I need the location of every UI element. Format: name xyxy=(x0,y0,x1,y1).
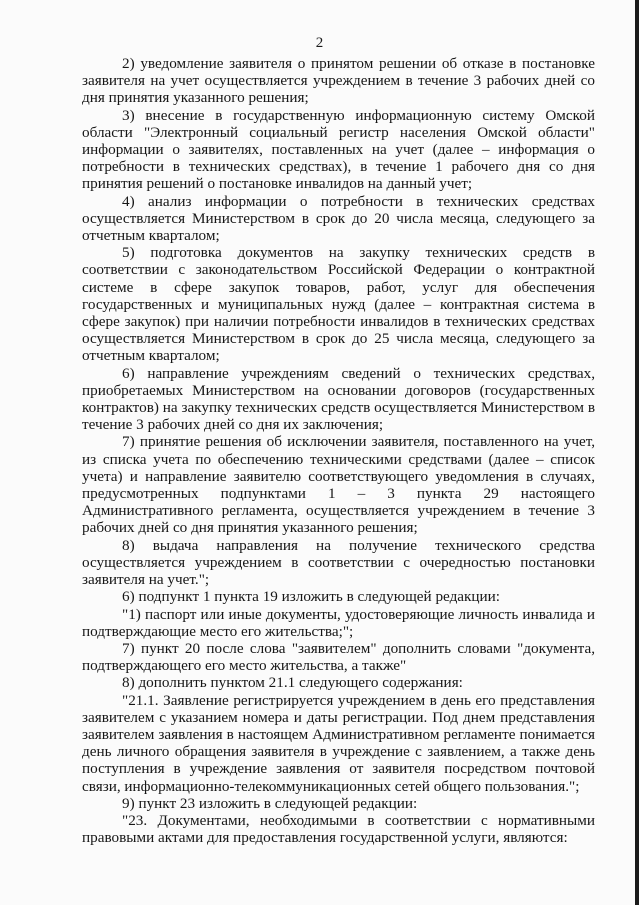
quoted-clause-21-1: "21.1. Заявление регистрируется учреждением в день его представления заявителем с указанием номера и даты регистрации. Под днем представления заявителем заявления в настоящем Административном регламенте понимается день личного обращения заявителя в учреждение с заявлением, а также день поступления в учреждение заявления от заявителя посредством почтовой связи, информационно-телекоммуникационных сетей общего пользования."; xyxy=(82,691,595,795)
page-number: 2 xyxy=(315,35,324,51)
paragraph-item-5: 5) подготовка документов на закупку технических средств в соответствии с законодательством Российской Федерации о контрактной системе в сфере закупок товаров, работ, услуг для обеспечения государственных и муниципальных нужд (далее – контрактная система в сфере закупок) при наличии потребности инвалидов в технических средствах осуществляется Министерством в срок до 25 числа месяца, следующего за отчетным кварталом; xyxy=(82,244,595,365)
document-body xyxy=(82,55,595,846)
paragraph-item-7: 7) принятие решения об исключении заявителя, поставленного на учет, из списка учета по обеспечению техническими средствами (далее – список учета) и направление заявителю соответствующего уведомления в случаях, предусмотренных подпунктами 1 – 3 пункта 29 настоящего Административного регламента, осуществляется учреждением в течение 3 рабочих дней со дня принятия указанного решения; xyxy=(82,433,595,537)
paragraph-item-4: 4) анализ информации о потребности в технических средствах осуществляется Министерством в срок до 20 числа месяца, следующего за отчетным кварталом; xyxy=(82,192,595,245)
paragraph-item-8: 8) выдача направления на получение технического средства осуществляется учреждением в соответствии с очередностью постановки заявителя на учет."; xyxy=(82,536,595,589)
amendment-8: 8) дополнить пунктом 21.1 следующего содержания: xyxy=(122,674,463,692)
quoted-clause-23: "23. Документами, необходимыми в соответствии с нормативными правовыми актами для предоставления государственной услуги, являются: xyxy=(82,811,595,847)
quoted-subitem-1: "1) паспорт или иные документы, удостоверяющие личность инвалида и подтверждающие место его жительства;"; xyxy=(82,605,595,640)
amendment-9: 9) пункт 23 изложить в следующей редакции: xyxy=(122,794,418,812)
paragraph-item-3: 3) внесение в государственную информационную систему Омской области "Электронный социальный регистр населения Омской области" информации о заявителях, поставленных на учет (далее – информация о потребности в технических средствах), в течение 1 рабочего дня со дня принятия решений о постановке инвалидов на данный учет; xyxy=(82,106,595,193)
paragraph-item-2: 2) уведомление заявителя о принятом решении об отказе в постановке заявителя на учет осуществляется учреждением в течение 3 рабочих дней со дня принятия указанного решения; xyxy=(82,55,595,107)
amendment-6: 6) подпункт 1 пункта 19 изложить в следующей редакции: xyxy=(122,588,501,606)
amendment-7: 7) пункт 20 после слова "заявителем" дополнить словами "документа, подтверждающего его место жительства, а также" xyxy=(82,639,595,675)
scan-edge xyxy=(635,0,639,905)
paragraph-item-6: 6) направление учреждениям сведений о технических средствах, приобретаемых Министерством на основании договоров (государственных контрактов) на закупку технических средств осуществляется Министерством в течение 3 рабочих дней со дня их заключения; xyxy=(82,364,595,434)
